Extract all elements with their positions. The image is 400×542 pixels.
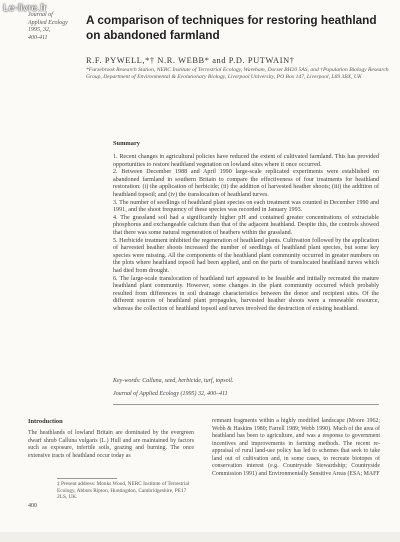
journal-info-line: Journal of — [28, 12, 53, 18]
author-affiliation: *Furzebrook Research Station, NERC Institute of Terrestrial Ecology, Wareham, Dorset BH20 5AS, and †Population Biology Research Group, Department of Environmental & Evolutionary Biology, Liverpool University, PO Box 147, Liverpool, L69 3BX, UK — [86, 67, 389, 80]
summary-paragraph: 5. Herbicide treatment inhibited the regeneration of heathland plants. Cultivation followed by the application of harvested heather shoots increased the number of seedlings of heathland plant species, but some key species were missing. All the components of the heathland plant community occurred in greater numbers on the plots where heathland topsoil had been applied, and on the parts of translocated heathland turves which had died from drought. — [113, 237, 379, 274]
watermark: Le-livre.fr — [3, 3, 47, 14]
keywords: Key-words: Calluna, seed, herbicide, turf, topsoil. — [113, 378, 234, 384]
introduction-left-column: The heathlands of lowland Britain are dominated by the evergreen dwarf shrub Calluna vulgaris (L.) Hull and are maintained by factors such as exposure, infertile soils, grazing and burning. The once extensive tracts of heathland occur today as — [28, 430, 194, 459]
summary-paragraph: 6. The large-scale translocation of heathland turf appeared to be feasible and initially recreated the mature heathland plant community. However, some changes in the plant community occurred which probably resulted from differences in soil drainage characteristics between the donor and recipient sites. Of the different sources of heathland plant propagules, harvested heather shoots were a renewable resource, whereas the collection of heathland topsoil and turves involved the destruction of existing heathland. — [113, 275, 379, 312]
summary-paragraph: 4. The grassland soil had a significantly higher pH and contained greater concentrations of extractable phosphorus and exchangeable calcium than that of the adjacent heathland. Despite this, the controls showed that there was some natural regeneration of heathers within the grassland. — [113, 214, 379, 236]
summary-heading: Summary — [113, 140, 140, 147]
summary-paragraph: 2. Between December 1988 and April 1990 large-scale replicated experiments were established on abandoned farmland in southern Britain to compare the effectiveness of four treatments for heathland restoration: (i) the application of herbicide; (ii) the addition of harvested heather shoots; (iii) the addition of heathland topsoil; and (iv) the translocation of heathland turves. — [113, 169, 379, 198]
journal-info-line: Applied Ecology — [28, 19, 68, 26]
journal-reference: Journal of Applied Ecology (1995) 32, 400–411 — [113, 391, 228, 397]
article-title: A comparison of techniques for restoring heathland on abandoned farmland — [86, 13, 377, 42]
journal-info-line: 400-411 — [28, 34, 48, 41]
footnote-divider — [57, 478, 117, 479]
summary-body — [113, 154, 379, 313]
footnote: ‡ Present address: Monks Wood, NERC Institute of Terrestrial Ecology, Abbots Ripton, Huntingdon, Cambridgeshire, PE17 2LS, UK. — [57, 481, 190, 501]
divider — [113, 404, 379, 405]
article-authors: R.F. PYWELL,*† N.R. WEBB* and P.D. PUTWAIN† — [86, 56, 295, 65]
page-bottom-edge — [0, 532, 400, 542]
journal-info-line: 1995, 32, — [28, 27, 51, 33]
journal-info — [28, 12, 80, 42]
introduction-right-column: remnant fragments within a highly modified landscape (Moore 1962; Webb & Haskins 1980; Farrell 1989; Webb 1990). Much of the area of heathland has been to agriculture, and was a response to government incentives and improvements in farming methods. The recent re-appraisal of rural land-use policy has led to schemes that seek to take land out of cultivation and, in some cases, to recreate biotopes of conservation interest (e.g. Countryside Stewardship; Countryside Commission 1991) and Environmentally Sensitive Areas (ESA; MAFF — [212, 418, 380, 477]
page-number: 400 — [28, 503, 37, 509]
introduction-heading: Introduction — [28, 418, 63, 425]
summary-paragraph: 3. The number of seedlings of heathland plant species on each treatment was counted in December 1990 and 1991, and the shoot frequency of these species was recorded in January 1993. — [113, 199, 379, 214]
summary-paragraph: 1. Recent changes in agricultural policies have reduced the extent of cultivated farmland. This has provided opportunities to restore heathland vegetation on lowland sites where it once occurred. — [113, 154, 379, 168]
